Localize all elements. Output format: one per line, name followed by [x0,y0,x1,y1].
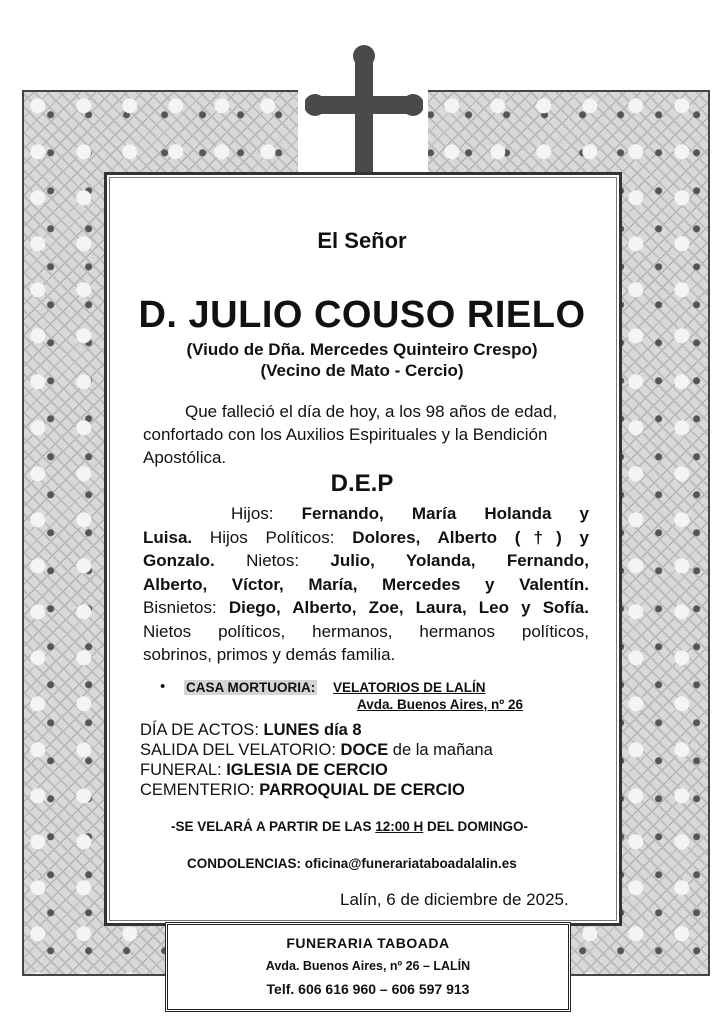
intro-line-2: confortado con los Auxilios Espirituales y la Bendición [143,425,548,444]
casa-bullet: • [160,678,166,695]
funeral-home-name: FUNERARIA TABOADA [286,935,450,951]
intro-line-1: Que falleció el día de hoy, a los 98 años de edad, [185,402,558,421]
intro-line-3: Apostólica. [143,448,227,467]
funeral-home-phones: Telf. 606 616 960 – 606 597 913 [266,981,470,997]
vigil-notice: -SE VELARÁ A PARTIR DE LAS 12:00 H DEL DOMINGO- [171,819,529,834]
deceased-name: D. JULIO COUSO RIELO [138,294,586,336]
family-line-1: Hijos: Fernando, María Holanda y [231,504,589,523]
subtitle-widow: (Viudo de Dña. Mercedes Quinteiro Crespo) [186,340,538,359]
family-line-2: Luisa. Hijos Políticos: Dolores, Alberto (†) y [143,527,589,547]
casa-place: VELATORIOS DE LALÍN [333,680,486,695]
family-line-7: sobrinos, primos y demás familia. [143,645,396,664]
family-block [143,502,589,667]
condolences-email[interactable]: CONDOLENCIAS: oficina@funerariataboadalalin.es [187,856,517,871]
acts-cemetery: CEMENTERIO: PARROQUIAL DE CERCIO [140,781,465,799]
acts-funeral: FUNERAL: IGLESIA DE CERCIO [140,761,388,779]
date-place: Lalín, 6 de diciembre de 2025. [340,890,569,909]
family-line-5: Bisnietos: Diego, Alberto, Zoe, Laura, Leo y Sofía. [143,598,589,617]
dep-heading: D.E.P [330,470,394,497]
casa-label: CASA MORTUORIA: [186,680,316,695]
family-line-6: Nietos políticos, hermanos, hermanos políticos, [143,621,589,641]
funeral-home-address: Avda. Buenos Aires, nº 26 – LALÍN [265,959,471,973]
title-prefix: El Señor [317,228,407,253]
family-line-4: Alberto, Víctor, María, Mercedes y Valentín. [143,574,589,594]
funeral-home-box [165,922,571,1012]
family-line-3: Gonzalo. Nietos: Julio, Yolanda, Fernando, [143,551,589,570]
casa-address: Avda. Buenos Aires, nº 26 [357,697,523,712]
acts-day: DÍA DE ACTOS: LUNES día 8 [140,721,362,739]
subtitle-resident: (Vecino de Mato - Cercio) [260,361,464,380]
acts-departure: SALIDA DEL VELATORIO: DOCE de la mañana [140,741,493,759]
